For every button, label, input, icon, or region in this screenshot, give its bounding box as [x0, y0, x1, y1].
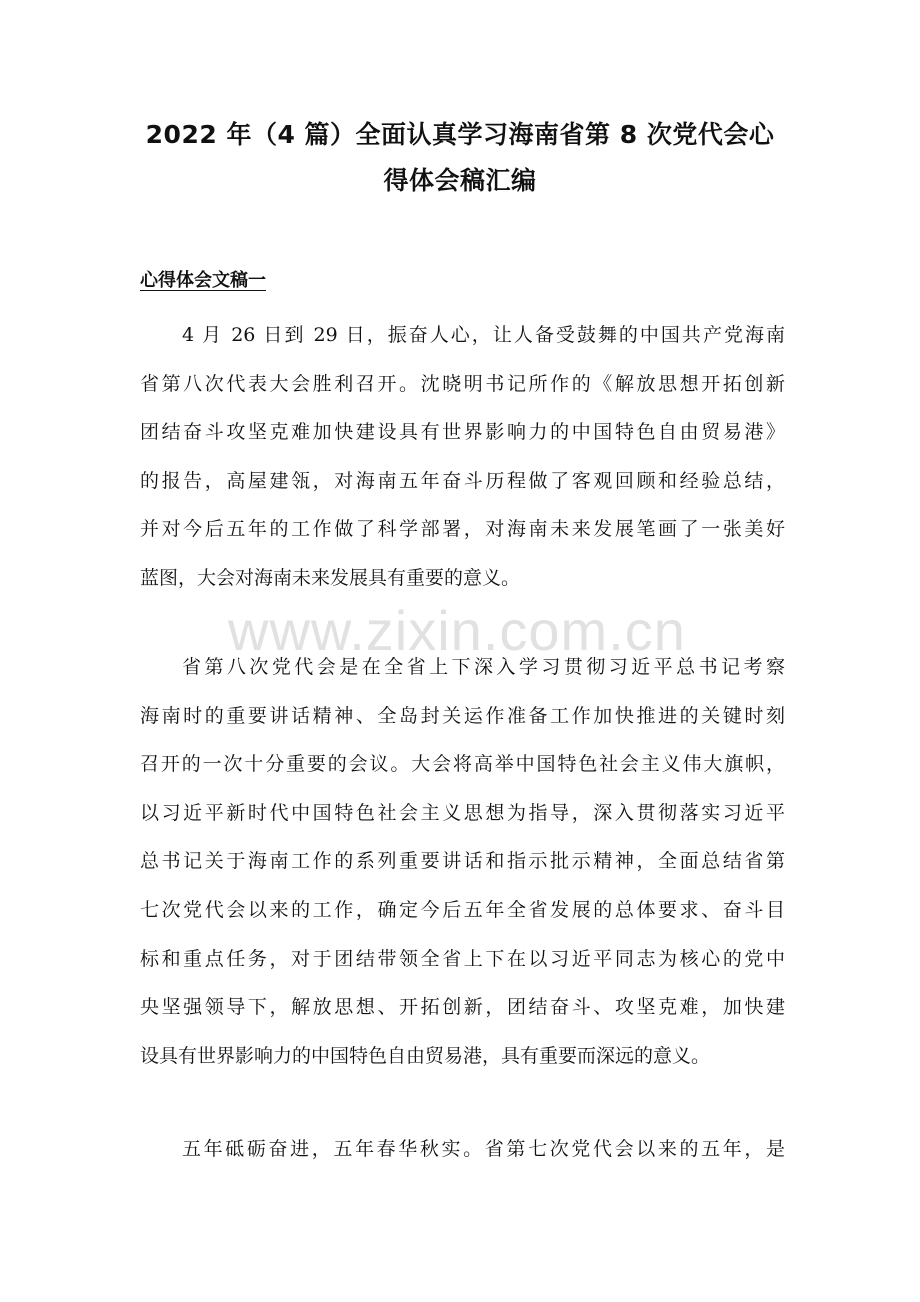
watermark: www.zixin.com.cn [228, 599, 686, 662]
paragraph-line: 4 月 26 日到 29 日，振奋人心，让人备受鼓舞的中国共产党海南 [182, 324, 785, 346]
paragraph-line: 七次党代会以来的工作，确定今后五年全省发展的总体要求、奋斗目 [140, 898, 785, 921]
paragraph-line: 标和重点任务，对于团结带领全省上下在以习近平同志为核心的党中 [140, 947, 785, 970]
paragraph-line: 海南时的重要讲话精神、全岛封关运作准备工作加快推进的关键时刻 [140, 704, 785, 727]
document-title [100, 112, 820, 204]
paragraph-line: 省第八次党代会是在全省上下深入学习贯彻习近平总书记考察 [182, 656, 785, 678]
paragraph-line: 五年砥砺奋进，五年春华秋实。省第七次党代会以来的五年，是 [182, 1138, 785, 1160]
paragraph-3 [140, 1125, 785, 1174]
paragraph-line: 召开的一次十分重要的会议。大会将高举中国特色社会主义伟大旗帜， [140, 753, 785, 776]
title-line-1: 2022 年（4 篇）全面认真学习海南省第 8 次党代会心 [145, 120, 775, 149]
paragraph-line: 蓝图，大会对海南未来发展具有重要的意义。 [140, 566, 521, 589]
paragraph-line: 并对今后五年的工作做了科学部署，对海南未来发展笔画了一张美好 [140, 518, 785, 541]
title-line-2: 得体会稿汇编 [383, 166, 537, 195]
paragraph-line: 设具有世界影响力的中国特色自由贸易港，具有重要而深远的意义。 [140, 1044, 711, 1067]
paragraph-2 [140, 643, 785, 1080]
paragraph-line: 省第八次代表大会胜利召开。沈晓明书记所作的《解放思想开拓创新 [140, 372, 785, 395]
section-heading: 心得体会文稿一 [140, 270, 266, 291]
paragraph-line: 总书记关于海南工作的系列重要讲话和指示批示精神，全面总结省第 [140, 850, 785, 873]
paragraph-line: 的报告，高屋建瓴，对海南五年奋斗历程做了客观回顾和经验总结， [140, 469, 785, 492]
paragraph-1 [140, 311, 785, 603]
paragraph-line: 团结奋斗攻坚克难加快建设具有世界影响力的中国特色自由贸易港》 [140, 421, 785, 444]
paragraph-line: 央坚强领导下，解放思想、开拓创新，团结奋斗、攻坚克难，加快建 [140, 996, 785, 1019]
paragraph-line: 以习近平新时代中国特色社会主义思想为指导，深入贯彻落实习近平 [140, 801, 785, 824]
